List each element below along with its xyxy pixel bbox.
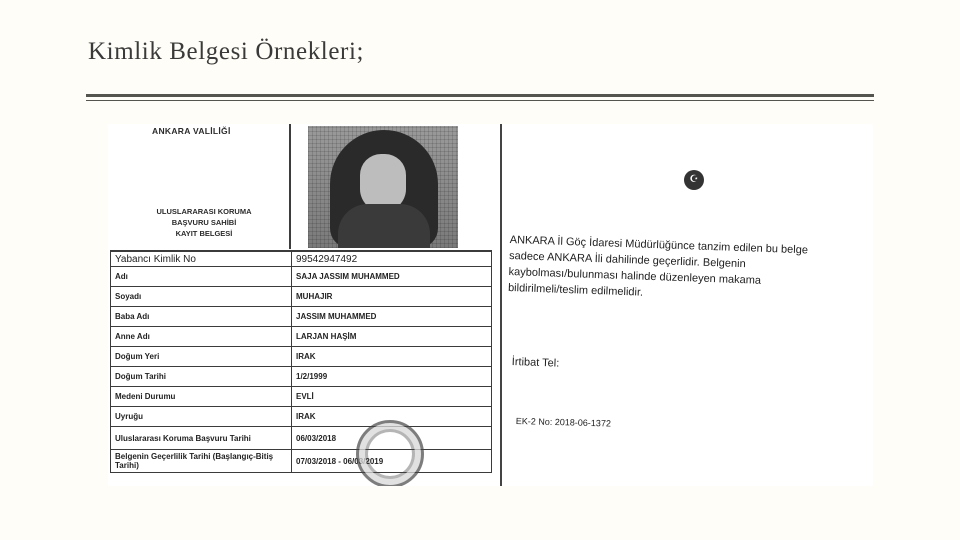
field-value: IRAK <box>292 347 492 367</box>
field-label: Doğum Tarihi <box>111 367 292 387</box>
field-value: JASSIM MUHAMMED <box>292 307 492 327</box>
table-row <box>111 251 492 267</box>
field-value: LARJAN HAŞİM <box>292 327 492 347</box>
field-value: EVLİ <box>292 387 492 407</box>
field-label: Doğum Yeri <box>111 347 292 367</box>
field-value: 07/03/2018 - 06/03/2019 <box>292 450 492 473</box>
slide-title: Kimlik Belgesi Örnekleri; <box>88 38 365 65</box>
table-row <box>111 427 492 450</box>
field-label: Uyruğu <box>111 407 292 427</box>
id-card-front <box>108 124 502 486</box>
holder-photo <box>308 126 458 248</box>
table-row <box>111 267 492 287</box>
document-type-line: ULUSLARARASI KORUMA <box>156 207 252 216</box>
field-value: 99542947492 <box>292 251 492 267</box>
field-label: Belgenin Geçerlilik Tarihi (Başlangıç-Bitiş Tarihi) <box>111 450 292 473</box>
field-label: Yabancı Kimlik No <box>111 251 292 267</box>
title-divider-thin <box>86 100 874 101</box>
field-label: Adı <box>111 267 292 287</box>
id-card-back <box>502 124 873 486</box>
id-document-scan <box>108 124 873 486</box>
document-type-line: BAŞVURU SAHİBİ <box>171 218 237 227</box>
personal-info-table <box>110 250 492 473</box>
field-value: SAJA JASSIM MUHAMMED <box>292 267 492 287</box>
table-row <box>111 367 492 387</box>
validity-notice: ANKARA İl Göç İdaresi Müdürlüğünce tanzim edilen bu belge sadece ANKARA İli dahilinde geçerlidir. Belgenin kaybolması/bulunması halinde düzenleyen makama bildirilmeli/teslim edilmelidir. <box>507 233 809 299</box>
table-row <box>111 450 492 473</box>
header-divider <box>289 124 291 249</box>
table-row <box>111 327 492 347</box>
table-row <box>111 347 492 367</box>
field-label: Soyadı <box>111 287 292 307</box>
title-divider-thick <box>86 94 874 97</box>
issuing-office: ANKARA VALİLİĞİ <box>152 126 231 136</box>
field-value: 1/2/1999 <box>292 367 492 387</box>
document-type-line: KAYIT BELGESİ <box>175 229 233 238</box>
document-number: EK-2 No: 2018-06-1372 <box>515 416 612 429</box>
field-label: Uluslararası Koruma Başvuru Tarihi <box>111 427 292 450</box>
table-row <box>111 387 492 407</box>
table-row <box>111 287 492 307</box>
field-value: 06/03/2018 <box>292 427 492 450</box>
field-value: IRAK <box>292 407 492 427</box>
official-stamp <box>356 420 424 486</box>
field-label: Baba Adı <box>111 307 292 327</box>
table-row <box>111 407 492 427</box>
table-row <box>111 307 492 327</box>
contact-label: İrtibat Tel: <box>511 356 560 370</box>
field-value: MUHAJIR <box>292 287 492 307</box>
field-label: Anne Adı <box>111 327 292 347</box>
field-label: Medeni Durumu <box>111 387 292 407</box>
document-type-block <box>138 206 270 239</box>
crescent-star-icon: ☪ <box>684 170 704 190</box>
